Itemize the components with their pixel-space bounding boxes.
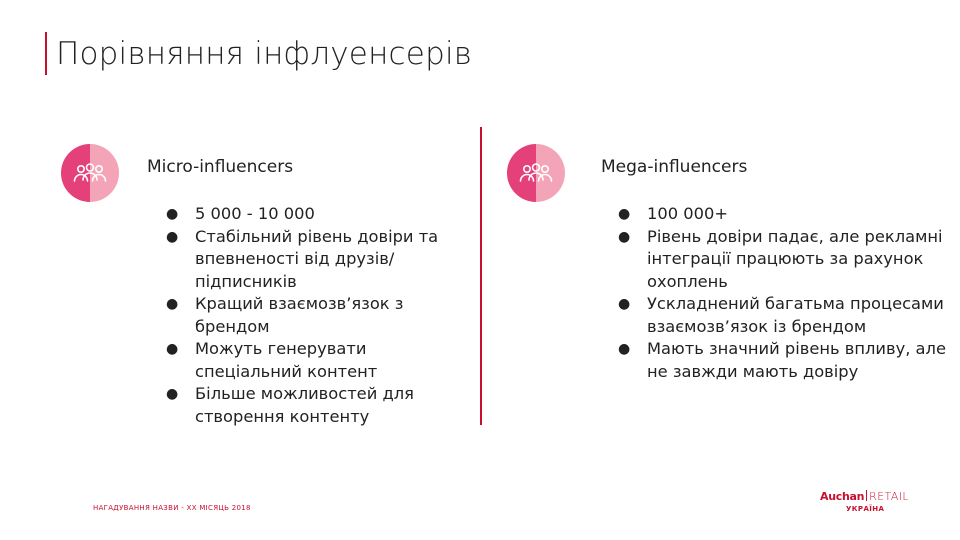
mega-influencers-heading: Mega-influencers [601,157,748,177]
list-item: ● 5 000 - 10 000 [166,203,466,226]
logo-separator [866,490,867,501]
micro-influencers-heading: Micro-influencers [147,157,294,177]
bullet-icon: ● [618,296,631,312]
list-item: ● Рівень довіри падає, але рекламні інтеграції працюють за рахунок охоплень [618,226,943,291]
title-accent-bar [45,32,47,75]
footer-reminder: НАГАДУВАННЯ НАЗВИ - ХХ МІСЯЦЬ 2018 [93,504,251,512]
logo-country: УКРАЇНА [846,505,885,513]
bullet-icon: ● [166,206,179,222]
logo-retail: RETAIL [869,490,909,503]
bullet-icon: ● [618,228,631,245]
slide-title: Порівняння інфлуенсерів [56,36,473,72]
bullet-icon: ● [618,341,631,357]
logo-brand: Auchan [820,490,865,503]
list-item: ● Більше можливостей для створення контенту [166,384,414,426]
mega-influencers-list [618,203,948,383]
bullet-icon: ● [618,206,631,222]
bullet-icon: ● [166,386,179,402]
people-group-icon [507,144,565,202]
bullet-icon: ● [166,296,179,312]
list-item: ● Кращий взаємозв’язок з брендом [166,294,404,336]
bullet-icon: ● [166,341,179,357]
list-item: ● Можуть генерувати спеціальний контент [166,339,378,381]
column-divider [480,127,482,425]
micro-influencers-list [166,203,466,428]
list-item: ● Ускладнений багатьма процесами взаємозв’язок із брендом [618,294,944,336]
auchan-retail-logo [820,490,910,516]
list-item: ● Стабільний рівень довіри та впевненості від друзів/підписників [166,226,439,291]
list-item: ● Мають значний рівень впливу, але не завжди мають довіру [618,339,946,381]
list-item: ● 100 000+ [618,203,948,226]
people-group-icon [61,144,119,202]
bullet-icon: ● [166,228,179,245]
